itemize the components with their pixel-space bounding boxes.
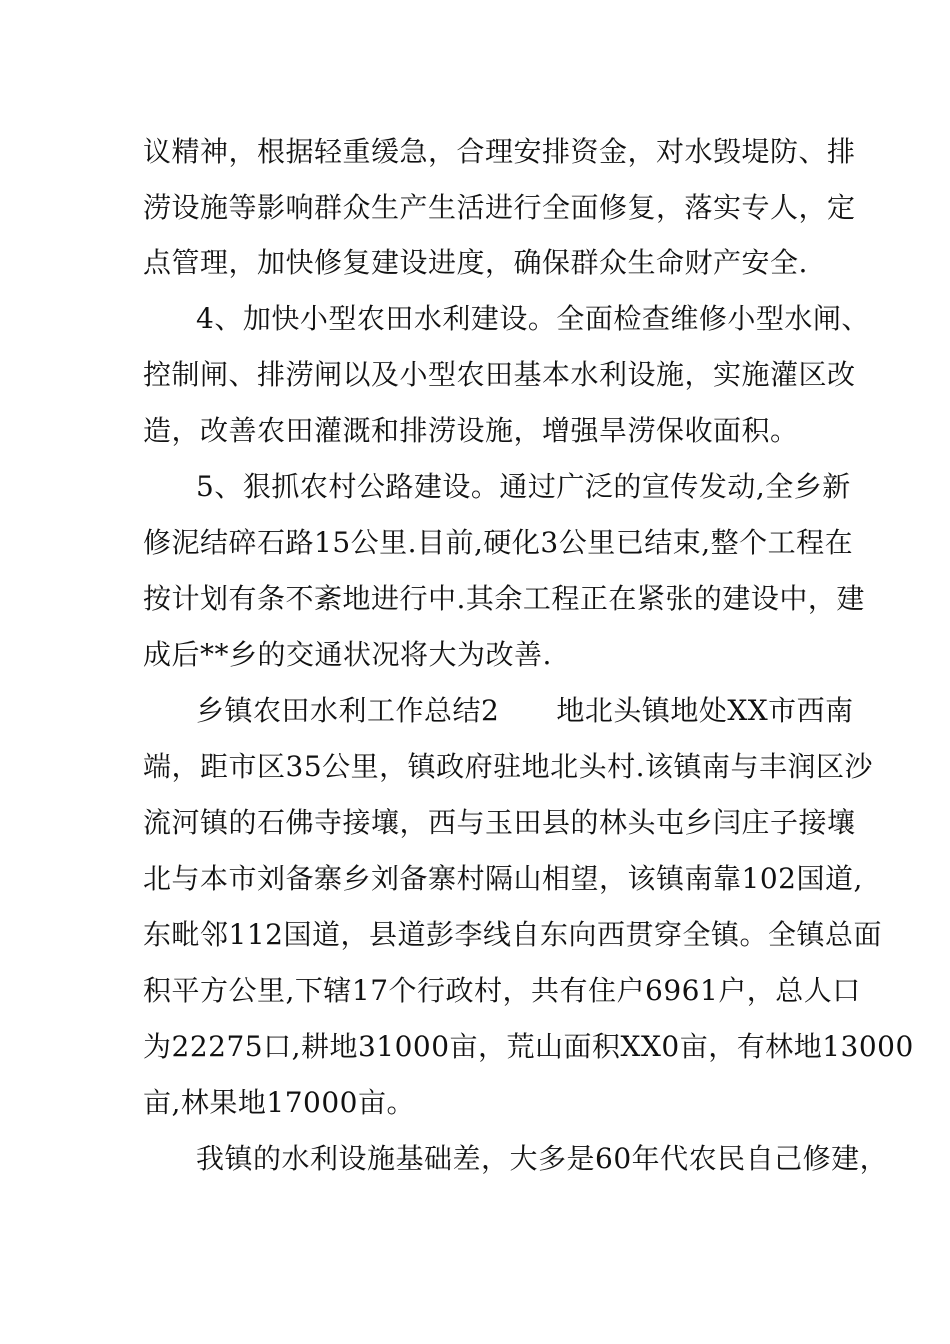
paragraph-start-line: 4、加快小型农田水利建设。全面检查维修小型水闸、 (196, 302, 870, 335)
text-line: 按计划有条不紊地进行中.其余工程正在紧张的建设中，建 (143, 582, 865, 615)
paragraph-start-line: 我镇的水利设施基础差，大多是60年代农民自己修建， (196, 1142, 889, 1175)
text-line: 积平方公里,下辖17个行政村，共有住户6961户，总人口 (143, 974, 861, 1007)
text-line: 点管理，加快修复建设进度，确保群众生命财产安全. (143, 246, 808, 279)
text-line: 北与本市刘备寨乡刘备寨村隔山相望，该镇南靠102国道, (143, 862, 863, 895)
text-line: 涝设施等影响群众生产生活进行全面修复，落实专人，定 (143, 191, 856, 224)
text-line: 流河镇的石佛寺接壤，西与玉田县的林头屯乡闫庄子接壤 (143, 806, 856, 839)
paragraph-start-line: 乡镇农田水利工作总结2 地北头镇地处XX市西南 (196, 694, 854, 727)
text-line: 为22275口,耕地31000亩，荒山面积XX0亩，有林地13000 (143, 1030, 914, 1063)
text-line: 控制闸、排涝闸以及小型农田基本水利设施，实施灌区改 (143, 358, 856, 391)
text-line: 修泥结碎石路15公里.目前,硬化3公里已结束,整个工程在 (143, 526, 854, 559)
text-line: 议精神，根据轻重缓急，合理安排资金，对水毁堤防、排 (143, 135, 856, 168)
text-line: 端，距市区35公里，镇政府驻地北头村.该镇南与丰润区沙 (143, 750, 874, 783)
paragraph-start-line: 5、狠抓农村公路建设。通过广泛的宣传发动,全乡新 (196, 470, 851, 503)
text-line: 造，改善农田灌溉和排涝设施，增强旱涝保收面积。 (143, 414, 799, 447)
text-line: 亩,林果地17000亩。 (143, 1086, 415, 1119)
text-line: 东毗邻112国道，县道彭李线自东向西贯穿全镇。全镇总面 (143, 918, 882, 951)
text-line: 成后**乡的交通状况将大为改善. (143, 638, 552, 671)
